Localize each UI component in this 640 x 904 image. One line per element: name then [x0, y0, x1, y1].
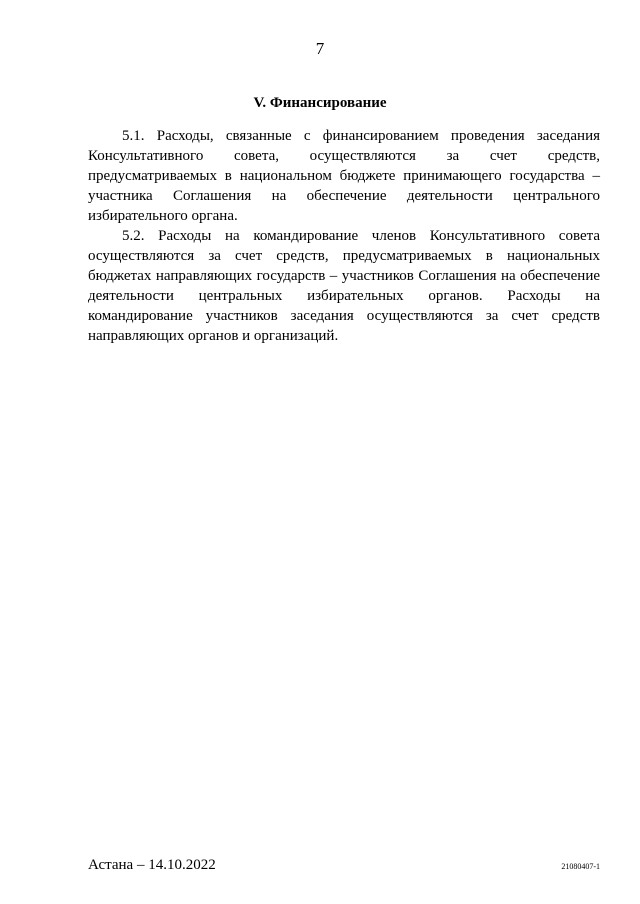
section-heading: V. Финансирование — [253, 95, 387, 111]
paragraph-line: участника Соглашения на обеспечение деятельности центрального — [88, 188, 600, 204]
footer-doc-code: 21080407-1 — [561, 862, 600, 871]
page-number: 7 — [315, 39, 325, 58]
paragraph-line: 5.2. Расходы на командирование членов Консультативного совета — [122, 228, 600, 244]
footer-place-date: Астана – 14.10.2022 — [88, 857, 216, 873]
paragraph-line: деятельности центральных избирательных органов. Расходы на — [88, 288, 600, 304]
paragraph-5-2 — [88, 226, 600, 346]
paragraph-line: предусматриваемых в национальном бюджете принимающего государства – — [88, 168, 600, 184]
paragraph-line: командирование участников заседания осуществляются за счет средств — [88, 308, 600, 324]
document-body — [88, 126, 600, 346]
paragraph-line: направляющих органов и организаций. — [88, 328, 339, 344]
paragraph-line: 5.1. Расходы, связанные с финансированием проведения заседания — [122, 128, 600, 144]
paragraph-line: избирательного органа. — [88, 208, 238, 224]
paragraph-5-1 — [88, 126, 600, 226]
paragraph-line: Консультативного совета, осуществляются за счет средств, — [88, 148, 600, 164]
paragraph-line: осуществляются за счет средств, предусматриваемых в национальных — [88, 248, 600, 264]
paragraph-line: бюджетах направляющих государств – участников Соглашения на обеспечение — [88, 268, 600, 284]
